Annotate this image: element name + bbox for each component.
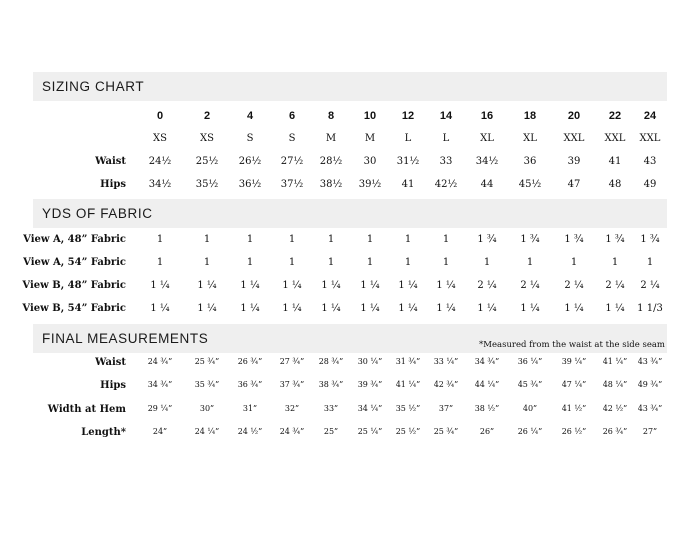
table-cell: 26” xyxy=(479,427,495,436)
table-cell: 34 ¾” xyxy=(147,380,173,389)
row-label: Waist xyxy=(95,156,126,167)
table-cell: 27 ¾” xyxy=(279,357,305,366)
table-cell: 2 ¼ xyxy=(640,280,660,291)
row-label: Waist xyxy=(95,357,126,368)
table-cell: XXL xyxy=(563,133,585,144)
table-cell: 33 xyxy=(439,156,453,167)
table-cell: 1 xyxy=(404,257,412,268)
table-cell: 1 xyxy=(526,257,534,268)
table-cell: 2 ¼ xyxy=(605,280,625,291)
table-cell: M xyxy=(364,133,376,144)
table-cell: 27½ xyxy=(280,156,304,167)
table-cell: 1 ¼ xyxy=(477,303,497,314)
table-cell: 1 xyxy=(442,257,450,268)
table-cell: 1 xyxy=(327,257,335,268)
table-cell: 25½ xyxy=(195,156,219,167)
table-cell: 1 ¼ xyxy=(520,303,540,314)
table-cell: 1 ¾ xyxy=(520,234,540,245)
row-label: View A, 48” Fabric xyxy=(23,234,126,245)
table-cell: 1 ¼ xyxy=(321,303,341,314)
table-cell: 26½ xyxy=(238,156,262,167)
table-cell: 1 ¼ xyxy=(282,280,302,291)
table-cell: XXL xyxy=(604,133,626,144)
table-cell: 1 ¼ xyxy=(321,280,341,291)
table-cell: 37½ xyxy=(280,179,304,190)
table-cell: S xyxy=(288,133,296,144)
table-cell: 24 ½” xyxy=(237,427,263,436)
table-cell: 31 ¾” xyxy=(395,357,421,366)
table-cell: 35 ¾” xyxy=(194,380,220,389)
table-cell: 1 xyxy=(156,234,164,245)
table-cell: 1 xyxy=(327,234,335,245)
table-cell: 1 xyxy=(611,257,619,268)
row-label: Hips xyxy=(100,380,126,391)
table-cell: 39 ¾” xyxy=(357,380,383,389)
table-cell: 20 xyxy=(567,110,581,122)
table-cell: 1 ¼ xyxy=(150,280,170,291)
fabric-title: YDS OF FABRIC xyxy=(42,206,153,221)
table-cell: 1 ¼ xyxy=(240,303,260,314)
table-cell: 4 xyxy=(246,110,254,122)
table-cell: 25 ½” xyxy=(395,427,421,436)
table-cell: 44 xyxy=(480,179,494,190)
table-cell: 42 ¾” xyxy=(433,380,459,389)
table-cell: L xyxy=(404,133,412,144)
table-cell: 1 xyxy=(570,257,578,268)
table-cell: 1 ¼ xyxy=(398,280,418,291)
table-cell: 27” xyxy=(642,427,658,436)
table-cell: 38 ¾” xyxy=(318,380,344,389)
table-cell: 1 xyxy=(366,234,374,245)
table-cell: 36 xyxy=(523,156,537,167)
table-cell: 41 ¼” xyxy=(602,357,628,366)
table-cell: 41 xyxy=(608,156,622,167)
table-cell: 1 xyxy=(203,257,211,268)
table-cell: 30 xyxy=(363,156,377,167)
table-cell: 1 ¼ xyxy=(398,303,418,314)
table-cell: 1 ¼ xyxy=(360,280,380,291)
table-cell: 2 ¼ xyxy=(564,280,584,291)
table-cell: 31” xyxy=(242,404,258,413)
table-cell: 33” xyxy=(323,404,339,413)
table-cell: 18 xyxy=(523,110,537,122)
table-cell: 1 xyxy=(203,234,211,245)
table-cell: 1 xyxy=(483,257,491,268)
table-cell: 41 xyxy=(401,179,415,190)
table-cell: 43 ¾” xyxy=(637,404,663,413)
table-cell: 1 ¼ xyxy=(436,280,456,291)
row-label: View B, 48” Fabric xyxy=(22,280,126,291)
table-cell: 14 xyxy=(439,110,453,122)
table-cell: 1 ¼ xyxy=(605,303,625,314)
table-cell: 42 ½” xyxy=(602,404,628,413)
table-cell: 24½ xyxy=(148,156,172,167)
table-cell: 1 ¼ xyxy=(197,303,217,314)
table-cell: 1 ¾ xyxy=(477,234,497,245)
table-cell: 1 ¾ xyxy=(640,234,660,245)
table-cell: 38½ xyxy=(319,179,343,190)
table-cell: 25 ¾” xyxy=(433,427,459,436)
table-cell: 1 xyxy=(246,234,254,245)
table-cell: 2 ¼ xyxy=(520,280,540,291)
table-cell: 49 ¾” xyxy=(637,380,663,389)
table-cell: 26 ½” xyxy=(561,427,587,436)
table-cell: 28½ xyxy=(319,156,343,167)
table-cell: 30” xyxy=(199,404,215,413)
table-cell: 39 ¼” xyxy=(561,357,587,366)
row-label: View A, 54” Fabric xyxy=(23,257,126,268)
table-cell: 48 xyxy=(608,179,622,190)
table-cell: 1 xyxy=(246,257,254,268)
table-cell: XXL xyxy=(639,133,661,144)
table-cell: 1 xyxy=(288,234,296,245)
table-cell: 26 ¾” xyxy=(602,427,628,436)
table-cell: 44 ¼” xyxy=(474,380,500,389)
table-cell: 1 xyxy=(442,234,450,245)
table-cell: 43 xyxy=(643,156,657,167)
table-cell: 1 ¼ xyxy=(436,303,456,314)
table-cell: 25 ¼” xyxy=(357,427,383,436)
table-cell: 36 ¼” xyxy=(517,357,543,366)
table-cell: XL xyxy=(523,133,537,144)
table-cell: 8 xyxy=(327,110,335,122)
table-cell: 26 ¼” xyxy=(517,427,543,436)
table-cell: L xyxy=(442,133,450,144)
table-cell: XS xyxy=(153,133,167,144)
table-cell: XL xyxy=(480,133,494,144)
table-cell: 1 xyxy=(646,257,654,268)
table-cell: 41 ½” xyxy=(561,404,587,413)
table-cell: 32” xyxy=(284,404,300,413)
table-cell: 1 xyxy=(288,257,296,268)
table-cell: 16 xyxy=(480,110,494,122)
table-cell: 1 ¼ xyxy=(282,303,302,314)
table-cell: 25” xyxy=(323,427,339,436)
table-cell: M xyxy=(325,133,337,144)
table-cell: 37 ¾” xyxy=(279,380,305,389)
table-cell: 45½ xyxy=(518,179,542,190)
table-cell: 1 ¼ xyxy=(360,303,380,314)
table-cell: 37” xyxy=(438,404,454,413)
table-cell: 24 ¼” xyxy=(194,427,220,436)
table-cell: 29 ¼” xyxy=(147,404,173,413)
table-cell: 24 xyxy=(643,110,657,122)
table-cell: 28 ¾” xyxy=(318,357,344,366)
table-cell: 22 xyxy=(608,110,622,122)
table-cell: 1 ¼ xyxy=(240,280,260,291)
table-cell: 42½ xyxy=(434,179,458,190)
table-cell: 33 ¼” xyxy=(433,357,459,366)
table-cell: 24 ¾” xyxy=(147,357,173,366)
table-cell: 1 xyxy=(366,257,374,268)
final-measurements-note: *Measured from the waist at the side seam xyxy=(479,340,665,350)
table-cell: 34½ xyxy=(475,156,499,167)
table-cell: 35 ½” xyxy=(395,404,421,413)
table-cell: 24” xyxy=(152,427,168,436)
table-cell: 34 ¼” xyxy=(357,404,383,413)
table-cell: XS xyxy=(200,133,214,144)
sizing-chart-title: SIZING CHART xyxy=(42,79,145,94)
table-cell: 10 xyxy=(363,110,377,122)
table-cell: 25 ¾” xyxy=(194,357,220,366)
table-cell: 34½ xyxy=(148,179,172,190)
row-label: Hips xyxy=(100,179,126,190)
table-cell: 47 ¼” xyxy=(561,380,587,389)
table-cell: S xyxy=(246,133,254,144)
table-cell: 48 ¼” xyxy=(602,380,628,389)
final-measurements-title: FINAL MEASUREMENTS xyxy=(42,331,209,346)
table-cell: 35½ xyxy=(195,179,219,190)
table-cell: 1 xyxy=(404,234,412,245)
table-cell: 31½ xyxy=(396,156,420,167)
table-cell: 0 xyxy=(156,110,164,122)
table-cell: 36½ xyxy=(238,179,262,190)
table-cell: 34 ¾” xyxy=(474,357,500,366)
row-label: Width at Hem xyxy=(47,404,126,415)
table-cell: 24 ¾” xyxy=(279,427,305,436)
table-cell: 36 ¾” xyxy=(237,380,263,389)
table-cell: 1 ¼ xyxy=(197,280,217,291)
table-cell: 47 xyxy=(567,179,581,190)
table-cell: 2 xyxy=(203,110,211,122)
table-cell: 43 ¾” xyxy=(637,357,663,366)
table-cell: 45 ¾” xyxy=(517,380,543,389)
table-cell: 1 ¾ xyxy=(605,234,625,245)
table-cell: 26 ¾” xyxy=(237,357,263,366)
table-cell: 2 ¼ xyxy=(477,280,497,291)
table-cell: 1 ¾ xyxy=(564,234,584,245)
table-cell: 41 ¼” xyxy=(395,380,421,389)
row-label: Length* xyxy=(81,427,126,438)
table-cell: 49 xyxy=(643,179,657,190)
table-cell: 1 xyxy=(156,257,164,268)
table-cell: 30 ¼” xyxy=(357,357,383,366)
table-cell: 1 ¼ xyxy=(150,303,170,314)
table-cell: 1 1/3 xyxy=(637,303,663,314)
table-cell: 6 xyxy=(288,110,296,122)
table-cell: 40” xyxy=(522,404,538,413)
table-cell: 38 ½” xyxy=(474,404,500,413)
table-cell: 39½ xyxy=(358,179,382,190)
table-cell: 12 xyxy=(401,110,415,122)
table-cell: 39 xyxy=(567,156,581,167)
row-label: View B, 54” Fabric xyxy=(22,303,126,314)
table-cell: 1 ¼ xyxy=(564,303,584,314)
